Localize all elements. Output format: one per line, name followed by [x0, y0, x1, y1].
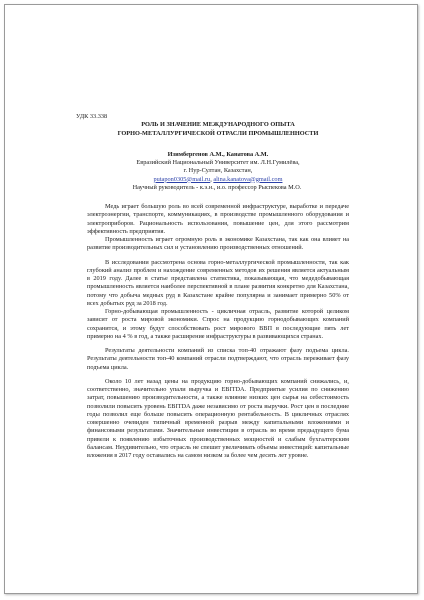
paragraph-6: Около 10 лет назад цены на продукцию горно-добывающих компаний снижались, и, соответственно, значительно упали выручка и EBITDA. Предприятые усилия по снижению затрат, повышению производительности, а также влияние низких цен сырья на себестоимость позволили повысить уровень EBITDA даже независимо от роста выручки. Рост цен в последние годы позволил еще больше повысить операционную рентабельность. В цикличных отраслях совершенно очевиден типичный временной разрыв между капитальными вложениями и финансовыми результатами. Значительные инвестиции в отрасль во время предыдущего бума привели к появлению избыточных производственных мощностей и слабым бухгалтерским балансам. Неудивительно, что отрасль не спешит увеличивать объемы инвестиций: капитальные вложения в 2017 году оставались на самом низком за более чем десять лет уровне.: [87, 377, 349, 459]
paragraph-3: В исследовании рассмотрена основа горно-металлургической промышленности, так как глубокий анализ проблем и нахождение современных методов их решения является актуальным в 2019 году. Далее в статье представлена статистика, показывающая, что медедобывающая промышленность является наиболее перспективной в плане развития конкретно для Казахстана, потому что добыча медных руд в Казахстане крайне популярна и занимает примерно 50% от всех добытых руд за 2018 год.: [87, 258, 349, 307]
affiliation-university: Евразийский Национальный Университет им. Л.Н.Гумилёва,: [136, 159, 300, 166]
author-emails: [87, 176, 349, 184]
udk-code: УДК 33.338: [76, 113, 108, 120]
paper-title-line-2: ГОРНО-МЕТАЛЛУРГИЧЕСКОЙ ОТРАСЛИ ПРОМЫШЛЕННОСТИ: [117, 129, 319, 137]
authors: Изимбергенов А.М., Канатова А.М.: [167, 150, 269, 158]
affiliation-city: г. Нур-Султан, Казахстан,: [183, 167, 253, 175]
paragraph-2: Промышленность играет огромную роль в экономике Казахстана, так как она влияет на развитие производительных сил и установлению производственных отношений.: [87, 236, 349, 252]
paper-title-line-1: РОЛЬ И ЗНАЧЕНИЕ МЕЖДУНАРОДНОГО ОПЫТА: [141, 121, 295, 129]
paragraph-1: Медь играет большую роль во всей современной инфраструктуре, выработке и передаче электроэнергии, транспорте, коммуникациях, в производстве промышленного оборудования и электроприборов. Рациональность использования, повышение цен, для этого рассмотрим эффективность предприятия.: [87, 203, 349, 235]
email-link-2[interactable]: alina.kanatova@gmail.com: [213, 175, 283, 183]
paper-content: [76, 113, 349, 460]
paragraph-5: Результаты деятельности компаний из списка топ-40 отражают фазу подъема цикла. Результаты деятельности топ-40 компаний отрасли подтверждают, что отрасль переживает фазу подъема цикла.: [87, 347, 349, 371]
email-link-1[interactable]: putapon0305@mail.ru: [153, 175, 211, 183]
paragraph-4: Горно-добывающая промышленность - цикличная отрасль, развитие которой целиком зависит от роста мировой экономики. Спрос на продукцию горнодобывающих компаний сохранится, и этому будут способствовать рост мирового ВВП в последующие пять лет примерно на 4 % в год, а также расширение инфраструктуры в развивающихся странах.: [87, 308, 349, 340]
supervisor: Научный руководитель - к.э.н., и.о. профессор Рыспекова М.О.: [132, 183, 302, 191]
email-separator: ,: [210, 175, 214, 183]
